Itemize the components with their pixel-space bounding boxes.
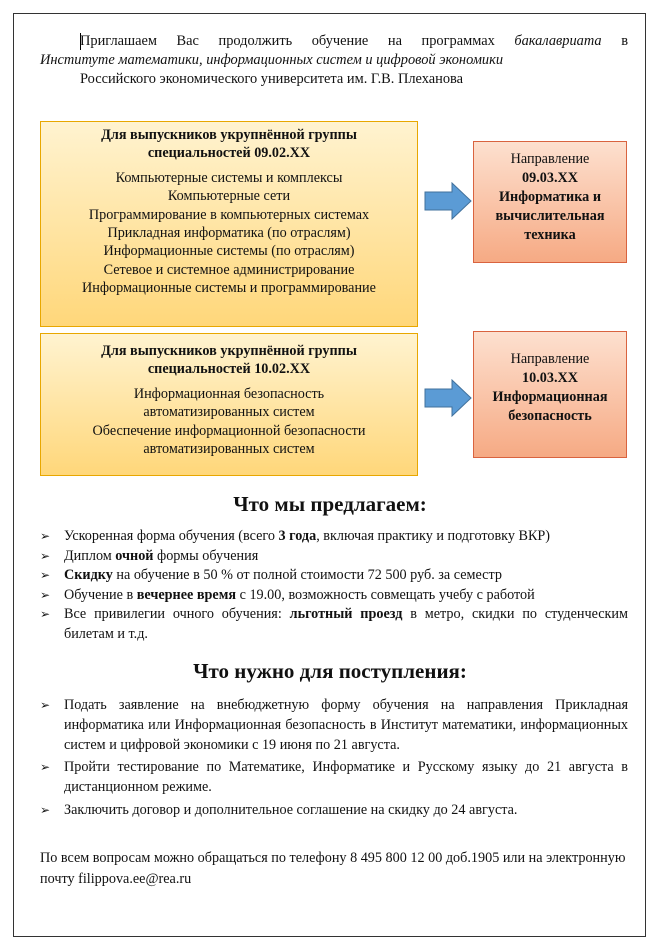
offer-item: ➢ Диплом очной формы обучения — [40, 547, 628, 567]
group-09-header: Для выпускников укрупнённой группы специальностей 09.02.XX — [101, 127, 357, 162]
direction-09-code: 09.03.XX — [522, 170, 578, 186]
bullet-arrow-icon: ➢ — [40, 607, 51, 621]
bullet-arrow-icon: ➢ — [40, 568, 51, 582]
admission-item: ➢ Пройти тестирование по Математике, Информатике и Русскому языку до 21 августа в дистанционном режиме. — [40, 759, 628, 795]
direction-10-name: Информационная безопасность — [492, 389, 608, 424]
group-09-box — [40, 121, 418, 327]
admission-title: Что нужно для поступления: — [193, 659, 467, 683]
intro-line-1 — [40, 32, 628, 51]
group-10-header: Для выпускников укрупнённой группы специальностей 10.02.XX — [101, 343, 357, 378]
bullet-arrow-icon: ➢ — [40, 587, 51, 602]
intro-text-1a: Приглашаем Вас продолжить обучение на программах — [80, 33, 515, 49]
intro-line-2: Институте математики, информационных систем и цифровой экономики — [40, 52, 504, 68]
group-10-box — [40, 333, 418, 476]
arrow-right-icon — [424, 379, 472, 417]
group-09-item: Сетевое и системное администрирование — [103, 261, 355, 278]
group-10-item: Обеспечение информационной безопасности автоматизированных систем — [92, 422, 366, 458]
bullet-arrow-icon: ➢ — [40, 698, 51, 712]
direction-10-label: Направление — [510, 351, 590, 367]
group-09-item: Программирование в компьютерных системах — [88, 206, 370, 223]
group-10-item: Информационная безопасность автоматизированных систем — [133, 385, 325, 421]
group-09-item: Информационные системы (по отраслям) — [103, 243, 355, 260]
offer-list — [40, 527, 628, 644]
intro-paragraph — [40, 32, 628, 89]
bullet-arrow-icon: ➢ — [40, 803, 51, 817]
intro-text-1b: бакалавриата — [514, 33, 602, 49]
bullet-arrow-icon: ➢ — [40, 548, 51, 563]
intro-line-3: Российского экономического университета им. Г.В. Плеханова — [80, 71, 464, 87]
admission-item: ➢ Подать заявление на внебюджетную форму обучения на направления Прикладная информатика или Информационная безопасность в Институт математики, информационных систем и цифровой экономики с 19 июня по 21 августа. — [40, 697, 628, 753]
admission-item: ➢ Заключить договор и дополнительное соглашение на скидку до 24 августа. — [40, 802, 518, 818]
offer-item: ➢ Ускоренная форма обучения (всего 3 года, включая практику и подготовку ВКР) — [40, 527, 628, 547]
intro-text-1c: в — [601, 33, 628, 49]
arrow-right-icon — [424, 182, 472, 220]
group-09-item: Прикладная информатика (по отраслям) — [107, 225, 351, 242]
group-09-item: Компьютерные сети — [167, 188, 291, 205]
offer-item: ➢ Все привилегии очного обучения: льготный проезд в метро, скидки по студенческим билетам и т.д. — [40, 606, 629, 642]
bullet-arrow-icon: ➢ — [40, 760, 51, 774]
direction-10-box — [473, 331, 627, 458]
direction-09-label: Направление — [510, 151, 590, 167]
direction-10-code: 10.03.XX — [522, 370, 578, 386]
group-09-item: Компьютерные системы и комплексы — [115, 169, 343, 186]
offer-item: ➢ Обучение в вечернее время с 19.00, возможность совмещать учебу с работой — [40, 586, 628, 606]
direction-09-box — [473, 141, 627, 263]
admission-list — [40, 695, 628, 820]
offer-title: Что мы предлагаем: — [233, 492, 427, 516]
direction-09-name: Информатика и вычислительная техника — [495, 189, 605, 243]
offer-item: ➢ Скидку на обучение в 50 % от полной стоимости 72 500 руб. за семестр — [40, 566, 628, 586]
bullet-arrow-icon: ➢ — [40, 529, 51, 543]
group-09-item: Информационные системы и программирование — [82, 280, 376, 297]
contact-info: По всем вопросам можно обращаться по телефону 8 495 800 12 00 доб.1905 или на электронную почту filippova.ee@rea.ru — [40, 850, 626, 887]
